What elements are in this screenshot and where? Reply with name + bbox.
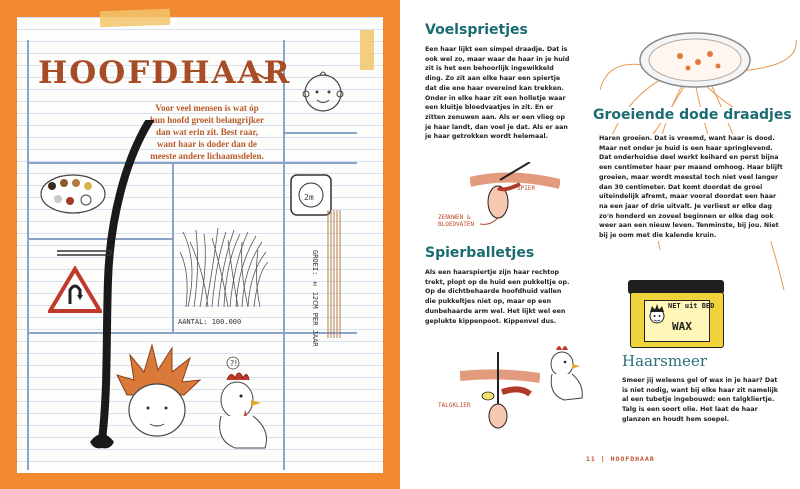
section-text-voelsprietjes: Een haar lijkt een simpel draadje. Dat is ook wel zo, maar waar de haar in je huid zit is het een behoorlijk ingewikkeld ding. Zo zit aan elke haar een spiertje dat die ene haar overeind kan trekken. Onder in elke haar zit een holletje waar een kluitje bloedvaatjes in zit. En er zitten zenuwen aan. Als er een vlieg op je haar landt, dan voel je dat. Als er aan je haar getrokken wordt helemaal. xyxy=(425,46,570,141)
section-title-haarsmeer: Haarsmeer xyxy=(622,352,707,370)
grid-line xyxy=(27,40,29,470)
section-text-spierballetjes: Als een haarspiertje zijn haar rechtop trekt, plopt op de huid een pukkeltje op. Op de dichtbehaarde hoofdhuid vallen die pukkeltjes niet op, maar op een dunbehaarde arm wel. Het lijkt wel een geplukte kippenpoot. Kippenvel dus. xyxy=(425,269,570,325)
svg-text:?!: ?! xyxy=(230,359,238,368)
baby-face-icon xyxy=(298,65,348,117)
tape-strip xyxy=(360,30,374,70)
section-title-voelsprietjes: Voelsprietjes xyxy=(425,22,528,38)
annotation-spier: SPIER xyxy=(517,185,536,192)
exclamation-icon xyxy=(226,356,240,370)
wax-jar-illustration xyxy=(628,280,724,346)
page-footer: 11 | HOOFDHAAR xyxy=(586,455,655,463)
intro-text: Voor veel mensen is wat óp hun hoofd groeit belangrijker dan wat erin zit. Best raar, want haar is doder dan de meeste andere lichaamsdelen. xyxy=(149,103,265,161)
grid-line xyxy=(283,132,357,134)
growth-label: GROEI: ± 12CM PER JAAR xyxy=(311,250,319,347)
section-text-groeiende: Haren groeien. Dat is vreemd, want haar is dood. Maar net onder je huid is een haar springlevend. Dat onderhuidse deel werkt keihard en perst bijna een centimeter haar per maand omhoog. Haar blijft groeien, maar wordt meestal toch niet veel langer dan 30 centimeter. Dat komt doordat de groei uiteindelijk afremt, maar vooral doordat een haar na een jaar of drie uitvalt. Je verliest er elke dag zo'n honderd en zoveel beginnen er elke dag ook weer aan een nieuw leven. Tenminste, bij jou. Niet bij je oom met die kalende kruin. xyxy=(599,135,783,240)
grid-line xyxy=(27,332,357,334)
swirl-icon xyxy=(250,66,280,86)
section-title-spierballetjes: Spierballetjes xyxy=(425,245,535,261)
hair-ribbon-illustration xyxy=(325,210,343,340)
annotation-zenuwen: ZENUWEN & BLOEDVATEN xyxy=(438,214,475,228)
tape-measure-label: 2m xyxy=(304,193,314,202)
annotation-talgklier: TALGKLIER xyxy=(438,402,471,409)
punk-head-illustration xyxy=(112,340,202,445)
jar-brand: NET uit BED xyxy=(668,302,715,310)
rooster-illustration xyxy=(205,360,280,450)
page-title: HOOFDHAAR xyxy=(38,55,292,91)
section-text-haarsmeer: Smeer jij weleens gel of wax in je haar? Dat is niet nodig, want bij elke haar zit namelijk al een tubetje ingebouwd: een talgkliertje. Talg is een soort olie. Het laat de haar glanzen en houdt hem soepel. xyxy=(622,377,778,423)
grid-line xyxy=(283,40,285,470)
chicken-illustration xyxy=(542,342,587,402)
jar-wax-label: WAX xyxy=(672,320,692,333)
section-title-groeiende: Groeiende dode draadjes xyxy=(593,107,792,123)
face-icon xyxy=(648,304,666,326)
hair-tuft-illustration xyxy=(178,222,270,312)
sebaceous-gland-illustration xyxy=(460,352,540,432)
grid-line xyxy=(27,162,357,164)
road-sign-icon xyxy=(48,266,102,314)
grid-line xyxy=(172,162,174,332)
tape-strip xyxy=(100,9,171,27)
count-label: AANTAL: 100.000 xyxy=(178,318,242,326)
hairpin-icon xyxy=(55,247,115,259)
palette-icon xyxy=(38,172,108,217)
